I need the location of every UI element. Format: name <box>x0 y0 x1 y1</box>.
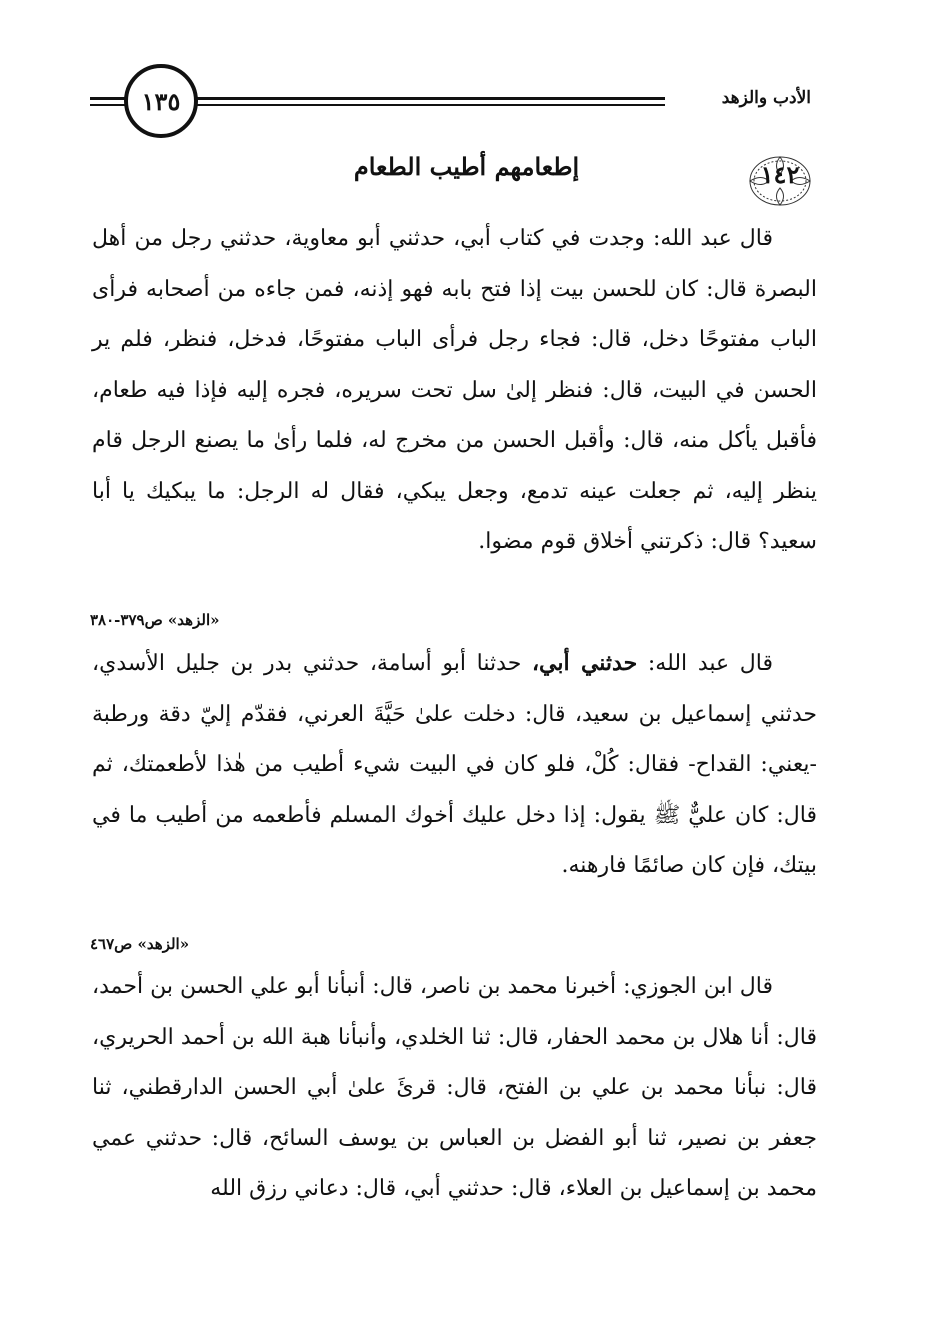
source-citation-2: «الزهد» ص٤٦٧ <box>90 935 190 953</box>
paragraph-3-text: قال ابن الجوزي: أخبرنا محمد بن ناصر، قال: أنبأنا أبو علي الحسن بن أحمد، قال: أنا هلال بن محمد الحفار، قال: ثنا الخلدي، وأنبأنا هبة الله بن أحمد الحريري، قال: نبأنا محمد بن علي بن الفتح، قال: قرئَ علىٰ أبي الحسن الدارقطني، ثنا جعفر بن نصير، ثنا أبو الفضل بن العباس بن يوسف السائح، قال: حدثني عمي محمد بن إسماعيل بن العلاء، قال: حدثني أبي، قال: دعاني رزق الله <box>92 974 818 1201</box>
source-citation-1: «الزهد» ص٣٧٩-٣٨٠ <box>90 611 220 629</box>
paragraph-3 <box>92 962 817 1215</box>
paragraph-1 <box>92 214 817 568</box>
paragraph-1-text: قال عبد الله: وجدت في كتاب أبي، حدثني أبو معاوية، حدثني رجل من أهل البصرة قال: كان للحسن بيت إذا فتح بابه فهو إذنه، فمن جاءه من أصحابه فرأى الباب مفتوحًا دخل، قال: فجاء رجل فرأى الباب مفتوحًا، فدخل، فنظر، فلم ير الحسن في البيت، قال: فنظر إلىٰ سل تحت سريره، فجره إليه فإذا فيه طعام، فأقبل يأكل منه، قال: وأقبل الحسن من مخرج له، فلما رأىٰ ما يصنع الرجل قام ينظر إليه، ثم جعلت عينه تدمع، وجعل يبكي، فقال له الرجل: ما يبكيك يا أبا سعيد؟ قال: ذكرتني أخلاق قوم مضوا. <box>92 226 817 554</box>
section-title: إطعامهم أطيب الطعام <box>353 152 580 181</box>
section-number: ١٤٢ <box>760 160 800 189</box>
paragraph-2 <box>92 638 817 892</box>
running-title: الأدب والزهد <box>665 88 817 108</box>
paragraph-2-lead-bold: حدثني أبي، <box>531 650 638 676</box>
page-number: ١٣٥ <box>124 64 198 138</box>
paragraph-2-lead: قال عبد الله: <box>637 651 773 676</box>
paragraph-2-text: حدثنا أبو أسامة، حدثني بدر بن جليل الأسدي، حدثني إسماعيل بن سعيد، قال: دخلت علىٰ حَيَّةَ العرني، فقدّم إليّ دقة ورطبة -يعني: القداح- فقال: كُلْ، فلو كان في البيت شيء أطيب من هٰذا لأطعمتك، ثم قال: كان عليٌّ ﷺ يقول: إذا دخل عليك أخوك المسلم فأطعمه من أطيب ما في بيتك، فإن كان صائمًا فارهنه. <box>92 651 817 878</box>
